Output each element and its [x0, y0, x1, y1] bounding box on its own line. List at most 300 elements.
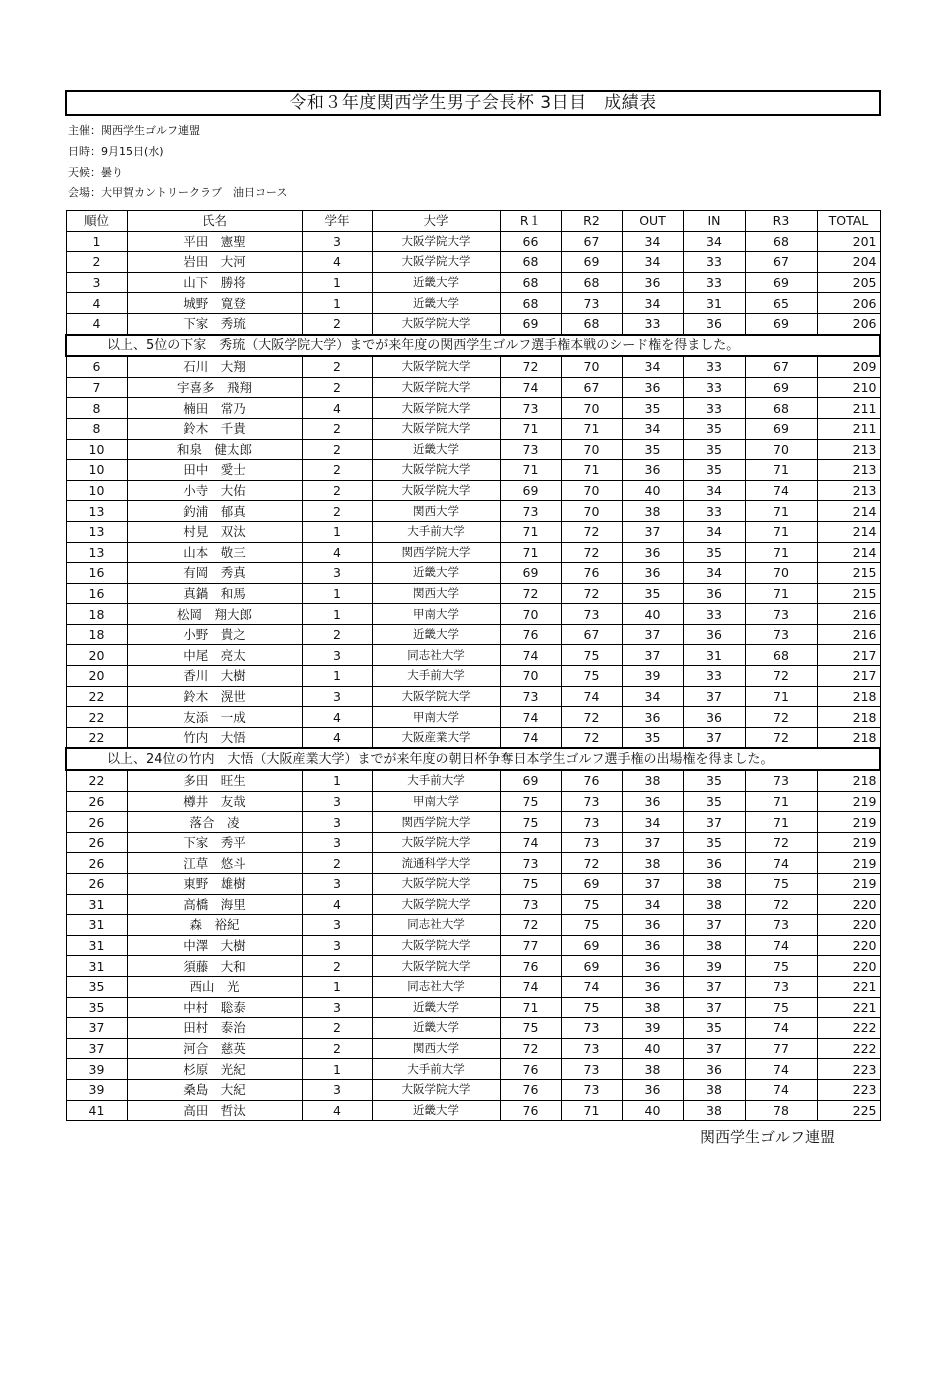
table-row	[66, 997, 880, 1018]
cell-r2: 73	[561, 1059, 622, 1080]
cell-grade: 3	[302, 686, 372, 707]
cell-grade: 3	[302, 935, 372, 956]
cell-total: 215	[817, 563, 880, 584]
cell-name: 西山 光	[127, 976, 302, 997]
cell-out: 35	[622, 398, 683, 419]
cell-r3: 71	[745, 686, 817, 707]
cell-r1: 75	[500, 791, 561, 812]
cell-r2: 70	[561, 439, 622, 460]
weather-line: 天候：曇り	[68, 166, 123, 179]
cell-total: 219	[817, 812, 880, 833]
cell-out: 40	[622, 1038, 683, 1059]
cell-rank: 1	[66, 231, 127, 252]
cell-r2: 75	[561, 645, 622, 666]
cell-rank: 7	[66, 377, 127, 398]
cell-grade: 4	[302, 542, 372, 563]
cell-r3: 69	[745, 418, 817, 439]
cell-rank: 10	[66, 480, 127, 501]
cell-name: 桑島 大紀	[127, 1079, 302, 1100]
cell-grade: 2	[302, 356, 372, 377]
cell-r1: 66	[500, 231, 561, 252]
cell-r3: 69	[745, 377, 817, 398]
table-row	[66, 727, 880, 748]
cell-rank: 37	[66, 1018, 127, 1039]
table-row	[66, 398, 880, 419]
cell-total: 216	[817, 624, 880, 645]
cell-r3: 72	[745, 727, 817, 748]
cell-university: 近畿大学	[372, 997, 500, 1018]
cell-name: 釣浦 郁真	[127, 501, 302, 522]
header-rank: 順位	[66, 211, 127, 232]
table-row	[66, 272, 880, 293]
cell-rank: 13	[66, 501, 127, 522]
cell-in: 38	[683, 935, 745, 956]
cell-r3: 72	[745, 707, 817, 728]
cell-rank: 26	[66, 791, 127, 812]
cell-grade: 2	[302, 377, 372, 398]
table-row	[66, 604, 880, 625]
table-row	[66, 356, 880, 377]
cell-r1: 74	[500, 976, 561, 997]
cell-total: 219	[817, 874, 880, 895]
cell-r3: 74	[745, 1079, 817, 1100]
cell-total: 206	[817, 313, 880, 334]
cell-r1: 68	[500, 272, 561, 293]
cell-total: 219	[817, 791, 880, 812]
cell-r2: 70	[561, 356, 622, 377]
cell-grade: 4	[302, 894, 372, 915]
table-row	[66, 624, 880, 645]
cell-r2: 73	[561, 791, 622, 812]
table-row	[66, 1018, 880, 1039]
cell-r3: 75	[745, 956, 817, 977]
cell-r2: 70	[561, 480, 622, 501]
table-row	[66, 791, 880, 812]
cell-r3: 70	[745, 439, 817, 460]
cell-r3: 73	[745, 915, 817, 936]
cell-university: 関西大学	[372, 583, 500, 604]
cell-rank: 26	[66, 874, 127, 895]
cell-r2: 73	[561, 604, 622, 625]
cell-total: 201	[817, 231, 880, 252]
cell-r2: 76	[561, 770, 622, 791]
footer-organizer: 関西学生ゴルフ連盟	[700, 1128, 836, 1146]
header-grade: 学年	[302, 211, 372, 232]
header-row	[66, 211, 880, 232]
cell-grade: 3	[302, 791, 372, 812]
table-row	[66, 439, 880, 460]
cell-total: 220	[817, 956, 880, 977]
cell-r1: 75	[500, 812, 561, 833]
cell-r3: 77	[745, 1038, 817, 1059]
cell-university: 近畿大学	[372, 293, 500, 314]
cell-r3: 69	[745, 313, 817, 334]
cell-out: 37	[622, 521, 683, 542]
cell-name: 小野 貴之	[127, 624, 302, 645]
cell-total: 213	[817, 460, 880, 481]
cell-out: 36	[622, 791, 683, 812]
cell-out: 34	[622, 894, 683, 915]
cell-total: 214	[817, 542, 880, 563]
cell-rank: 41	[66, 1100, 127, 1121]
cell-r3: 72	[745, 894, 817, 915]
cell-grade: 3	[302, 231, 372, 252]
cell-out: 40	[622, 604, 683, 625]
cell-grade: 2	[302, 418, 372, 439]
cell-out: 38	[622, 501, 683, 522]
cell-in: 35	[683, 832, 745, 853]
cell-r1: 71	[500, 418, 561, 439]
cell-in: 35	[683, 770, 745, 791]
cell-out: 36	[622, 707, 683, 728]
cell-name: 竹内 大悟	[127, 727, 302, 748]
cell-total: 216	[817, 604, 880, 625]
cell-university: 大阪学院大学	[372, 460, 500, 481]
cell-r2: 72	[561, 542, 622, 563]
table-row	[66, 812, 880, 833]
cell-in: 34	[683, 231, 745, 252]
cell-r3: 73	[745, 604, 817, 625]
cell-out: 35	[622, 583, 683, 604]
qualification-note-row	[66, 335, 880, 357]
table-row	[66, 563, 880, 584]
cell-university: 甲南大学	[372, 707, 500, 728]
organizer-line: 主催：関西学生ゴルフ連盟	[68, 124, 200, 137]
table-row	[66, 935, 880, 956]
cell-r2: 72	[561, 727, 622, 748]
cell-r3: 65	[745, 293, 817, 314]
cell-out: 37	[622, 645, 683, 666]
cell-total: 211	[817, 418, 880, 439]
venue-line: 会場：大甲賀カントリークラブ 油日コース	[68, 186, 288, 199]
cell-out: 36	[622, 956, 683, 977]
cell-out: 36	[622, 935, 683, 956]
cell-rank: 39	[66, 1079, 127, 1100]
cell-r2: 73	[561, 1079, 622, 1100]
cell-name: 杉原 光紀	[127, 1059, 302, 1080]
qualification-note: 以上、24位の竹内 大悟（大阪産業大学）までが来年度の朝日杯争奪日本学生ゴルフ選手権の出場権を得ました。	[66, 748, 880, 770]
cell-rank: 13	[66, 521, 127, 542]
table-row	[66, 770, 880, 791]
cell-r2: 75	[561, 666, 622, 687]
cell-r1: 69	[500, 480, 561, 501]
table-row	[66, 377, 880, 398]
cell-university: 近畿大学	[372, 624, 500, 645]
cell-r1: 75	[500, 874, 561, 895]
cell-rank: 35	[66, 997, 127, 1018]
cell-r3: 67	[745, 356, 817, 377]
cell-in: 37	[683, 915, 745, 936]
qualification-note: 以上、5位の下家 秀琉（大阪学院大学）までが来年度の関西学生ゴルフ選手権本戦のシード権を得ました。	[66, 335, 880, 357]
cell-r3: 71	[745, 583, 817, 604]
cell-rank: 10	[66, 439, 127, 460]
cell-total: 218	[817, 770, 880, 791]
cell-in: 33	[683, 501, 745, 522]
cell-grade: 1	[302, 770, 372, 791]
cell-r1: 77	[500, 935, 561, 956]
cell-grade: 1	[302, 583, 372, 604]
cell-name: 江草 悠斗	[127, 853, 302, 874]
cell-university: 大阪学院大学	[372, 1079, 500, 1100]
cell-r2: 72	[561, 583, 622, 604]
cell-in: 37	[683, 727, 745, 748]
cell-total: 219	[817, 853, 880, 874]
cell-out: 37	[622, 874, 683, 895]
cell-total: 218	[817, 727, 880, 748]
cell-name: 山本 敬三	[127, 542, 302, 563]
header-r3: R3	[745, 211, 817, 232]
cell-r3: 71	[745, 501, 817, 522]
table-row	[66, 583, 880, 604]
cell-r2: 70	[561, 398, 622, 419]
cell-university: 大阪学院大学	[372, 377, 500, 398]
cell-r3: 71	[745, 460, 817, 481]
cell-university: 大阪学院大学	[372, 956, 500, 977]
cell-university: 近畿大学	[372, 1100, 500, 1121]
cell-in: 38	[683, 894, 745, 915]
cell-r1: 70	[500, 604, 561, 625]
cell-rank: 4	[66, 293, 127, 314]
table-row	[66, 252, 880, 273]
cell-grade: 2	[302, 501, 372, 522]
cell-in: 33	[683, 272, 745, 293]
cell-in: 34	[683, 480, 745, 501]
table-row	[66, 1059, 880, 1080]
cell-university: 大手前大学	[372, 770, 500, 791]
cell-rank: 22	[66, 686, 127, 707]
cell-total: 211	[817, 398, 880, 419]
cell-university: 大阪学院大学	[372, 935, 500, 956]
cell-r1: 73	[500, 501, 561, 522]
cell-in: 36	[683, 624, 745, 645]
cell-grade: 1	[302, 1059, 372, 1080]
cell-rank: 18	[66, 604, 127, 625]
table-row	[66, 1100, 880, 1121]
cell-name: 下家 秀平	[127, 832, 302, 853]
cell-rank: 4	[66, 313, 127, 334]
cell-r1: 76	[500, 1079, 561, 1100]
cell-university: 大阪学院大学	[372, 231, 500, 252]
cell-r2: 75	[561, 997, 622, 1018]
date-line: 日時：9月15日(水)	[68, 145, 164, 158]
cell-total: 214	[817, 501, 880, 522]
cell-grade: 3	[302, 1079, 372, 1100]
cell-r1: 75	[500, 1018, 561, 1039]
cell-r3: 73	[745, 624, 817, 645]
cell-total: 217	[817, 666, 880, 687]
table-row	[66, 956, 880, 977]
cell-r1: 76	[500, 1100, 561, 1121]
cell-r2: 76	[561, 563, 622, 584]
cell-r2: 68	[561, 313, 622, 334]
cell-university: 近畿大学	[372, 272, 500, 293]
cell-r3: 67	[745, 252, 817, 273]
cell-out: 34	[622, 418, 683, 439]
cell-r3: 73	[745, 976, 817, 997]
cell-grade: 2	[302, 313, 372, 334]
table-row	[66, 915, 880, 936]
cell-r2: 69	[561, 956, 622, 977]
cell-grade: 2	[302, 1038, 372, 1059]
cell-r1: 73	[500, 894, 561, 915]
cell-in: 37	[683, 812, 745, 833]
results-table	[65, 210, 881, 1121]
cell-total: 213	[817, 439, 880, 460]
cell-name: 鈴木 千貴	[127, 418, 302, 439]
table-row	[66, 853, 880, 874]
cell-total: 225	[817, 1100, 880, 1121]
cell-university: 流通科学大学	[372, 853, 500, 874]
cell-grade: 1	[302, 604, 372, 625]
cell-r1: 74	[500, 727, 561, 748]
cell-out: 33	[622, 313, 683, 334]
cell-name: 中村 聡泰	[127, 997, 302, 1018]
cell-name: 下家 秀琉	[127, 313, 302, 334]
cell-r1: 72	[500, 1038, 561, 1059]
cell-out: 40	[622, 480, 683, 501]
cell-total: 223	[817, 1059, 880, 1080]
cell-r2: 73	[561, 1038, 622, 1059]
cell-r2: 73	[561, 832, 622, 853]
cell-r2: 67	[561, 377, 622, 398]
cell-in: 38	[683, 874, 745, 895]
cell-r2: 73	[561, 1018, 622, 1039]
cell-grade: 4	[302, 727, 372, 748]
cell-total: 218	[817, 686, 880, 707]
table-row	[66, 645, 880, 666]
cell-in: 33	[683, 398, 745, 419]
cell-name: 須藤 大和	[127, 956, 302, 977]
cell-out: 34	[622, 231, 683, 252]
header-total: TOTAL	[817, 211, 880, 232]
cell-grade: 2	[302, 460, 372, 481]
cell-out: 34	[622, 293, 683, 314]
cell-rank: 16	[66, 583, 127, 604]
cell-r3: 75	[745, 997, 817, 1018]
cell-name: 高田 哲汰	[127, 1100, 302, 1121]
cell-grade: 4	[302, 1100, 372, 1121]
cell-total: 220	[817, 894, 880, 915]
cell-university: 近畿大学	[372, 439, 500, 460]
cell-rank: 31	[66, 935, 127, 956]
cell-university: 関西学院大学	[372, 542, 500, 563]
cell-in: 33	[683, 666, 745, 687]
cell-total: 206	[817, 293, 880, 314]
cell-total: 213	[817, 480, 880, 501]
cell-r2: 70	[561, 501, 622, 522]
cell-r3: 75	[745, 874, 817, 895]
cell-university: 近畿大学	[372, 563, 500, 584]
cell-university: 大手前大学	[372, 666, 500, 687]
cell-grade: 3	[302, 997, 372, 1018]
cell-r2: 72	[561, 853, 622, 874]
cell-r1: 69	[500, 313, 561, 334]
cell-grade: 2	[302, 853, 372, 874]
cell-university: 同志社大学	[372, 915, 500, 936]
table-row	[66, 521, 880, 542]
table-row	[66, 480, 880, 501]
cell-total: 204	[817, 252, 880, 273]
cell-total: 215	[817, 583, 880, 604]
cell-r3: 74	[745, 480, 817, 501]
header-university: 大学	[372, 211, 500, 232]
cell-rank: 2	[66, 252, 127, 273]
cell-out: 40	[622, 1100, 683, 1121]
cell-university: 関西学院大学	[372, 812, 500, 833]
cell-university: 甲南大学	[372, 604, 500, 625]
cell-out: 38	[622, 997, 683, 1018]
cell-r3: 68	[745, 645, 817, 666]
header-in: IN	[683, 211, 745, 232]
cell-in: 31	[683, 293, 745, 314]
cell-r3: 72	[745, 666, 817, 687]
cell-in: 34	[683, 563, 745, 584]
cell-r3: 74	[745, 853, 817, 874]
cell-rank: 26	[66, 853, 127, 874]
cell-out: 36	[622, 1079, 683, 1100]
cell-in: 38	[683, 1079, 745, 1100]
cell-in: 39	[683, 956, 745, 977]
cell-in: 36	[683, 1059, 745, 1080]
cell-in: 33	[683, 604, 745, 625]
cell-name: 友添 一成	[127, 707, 302, 728]
cell-rank: 37	[66, 1038, 127, 1059]
cell-r2: 71	[561, 1100, 622, 1121]
cell-r2: 69	[561, 874, 622, 895]
cell-r1: 68	[500, 293, 561, 314]
cell-name: 宇喜多 飛翔	[127, 377, 302, 398]
cell-grade: 1	[302, 976, 372, 997]
cell-r3: 74	[745, 1018, 817, 1039]
cell-r2: 69	[561, 935, 622, 956]
table-row	[66, 1079, 880, 1100]
cell-rank: 13	[66, 542, 127, 563]
table-row	[66, 976, 880, 997]
cell-total: 217	[817, 645, 880, 666]
cell-r3: 78	[745, 1100, 817, 1121]
cell-university: 大手前大学	[372, 521, 500, 542]
cell-in: 36	[683, 707, 745, 728]
cell-r1: 68	[500, 252, 561, 273]
cell-rank: 26	[66, 832, 127, 853]
cell-r1: 72	[500, 915, 561, 936]
cell-r2: 74	[561, 976, 622, 997]
cell-name: 城野 寛登	[127, 293, 302, 314]
cell-name: 鈴木 滉世	[127, 686, 302, 707]
table-row	[66, 460, 880, 481]
cell-r1: 74	[500, 645, 561, 666]
cell-university: 大手前大学	[372, 1059, 500, 1080]
cell-in: 37	[683, 686, 745, 707]
cell-grade: 4	[302, 707, 372, 728]
cell-grade: 3	[302, 832, 372, 853]
cell-total: 210	[817, 377, 880, 398]
cell-university: 同志社大学	[372, 976, 500, 997]
cell-name: 河合 慈英	[127, 1038, 302, 1059]
cell-grade: 2	[302, 1018, 372, 1039]
cell-r3: 74	[745, 935, 817, 956]
cell-r2: 74	[561, 686, 622, 707]
table-row	[66, 894, 880, 915]
qualification-note-row	[66, 748, 880, 770]
cell-grade: 1	[302, 272, 372, 293]
cell-r3: 71	[745, 542, 817, 563]
cell-in: 36	[683, 583, 745, 604]
cell-name: 松岡 翔大郎	[127, 604, 302, 625]
cell-name: 中尾 亮太	[127, 645, 302, 666]
cell-r3: 69	[745, 272, 817, 293]
cell-university: 同志社大学	[372, 645, 500, 666]
